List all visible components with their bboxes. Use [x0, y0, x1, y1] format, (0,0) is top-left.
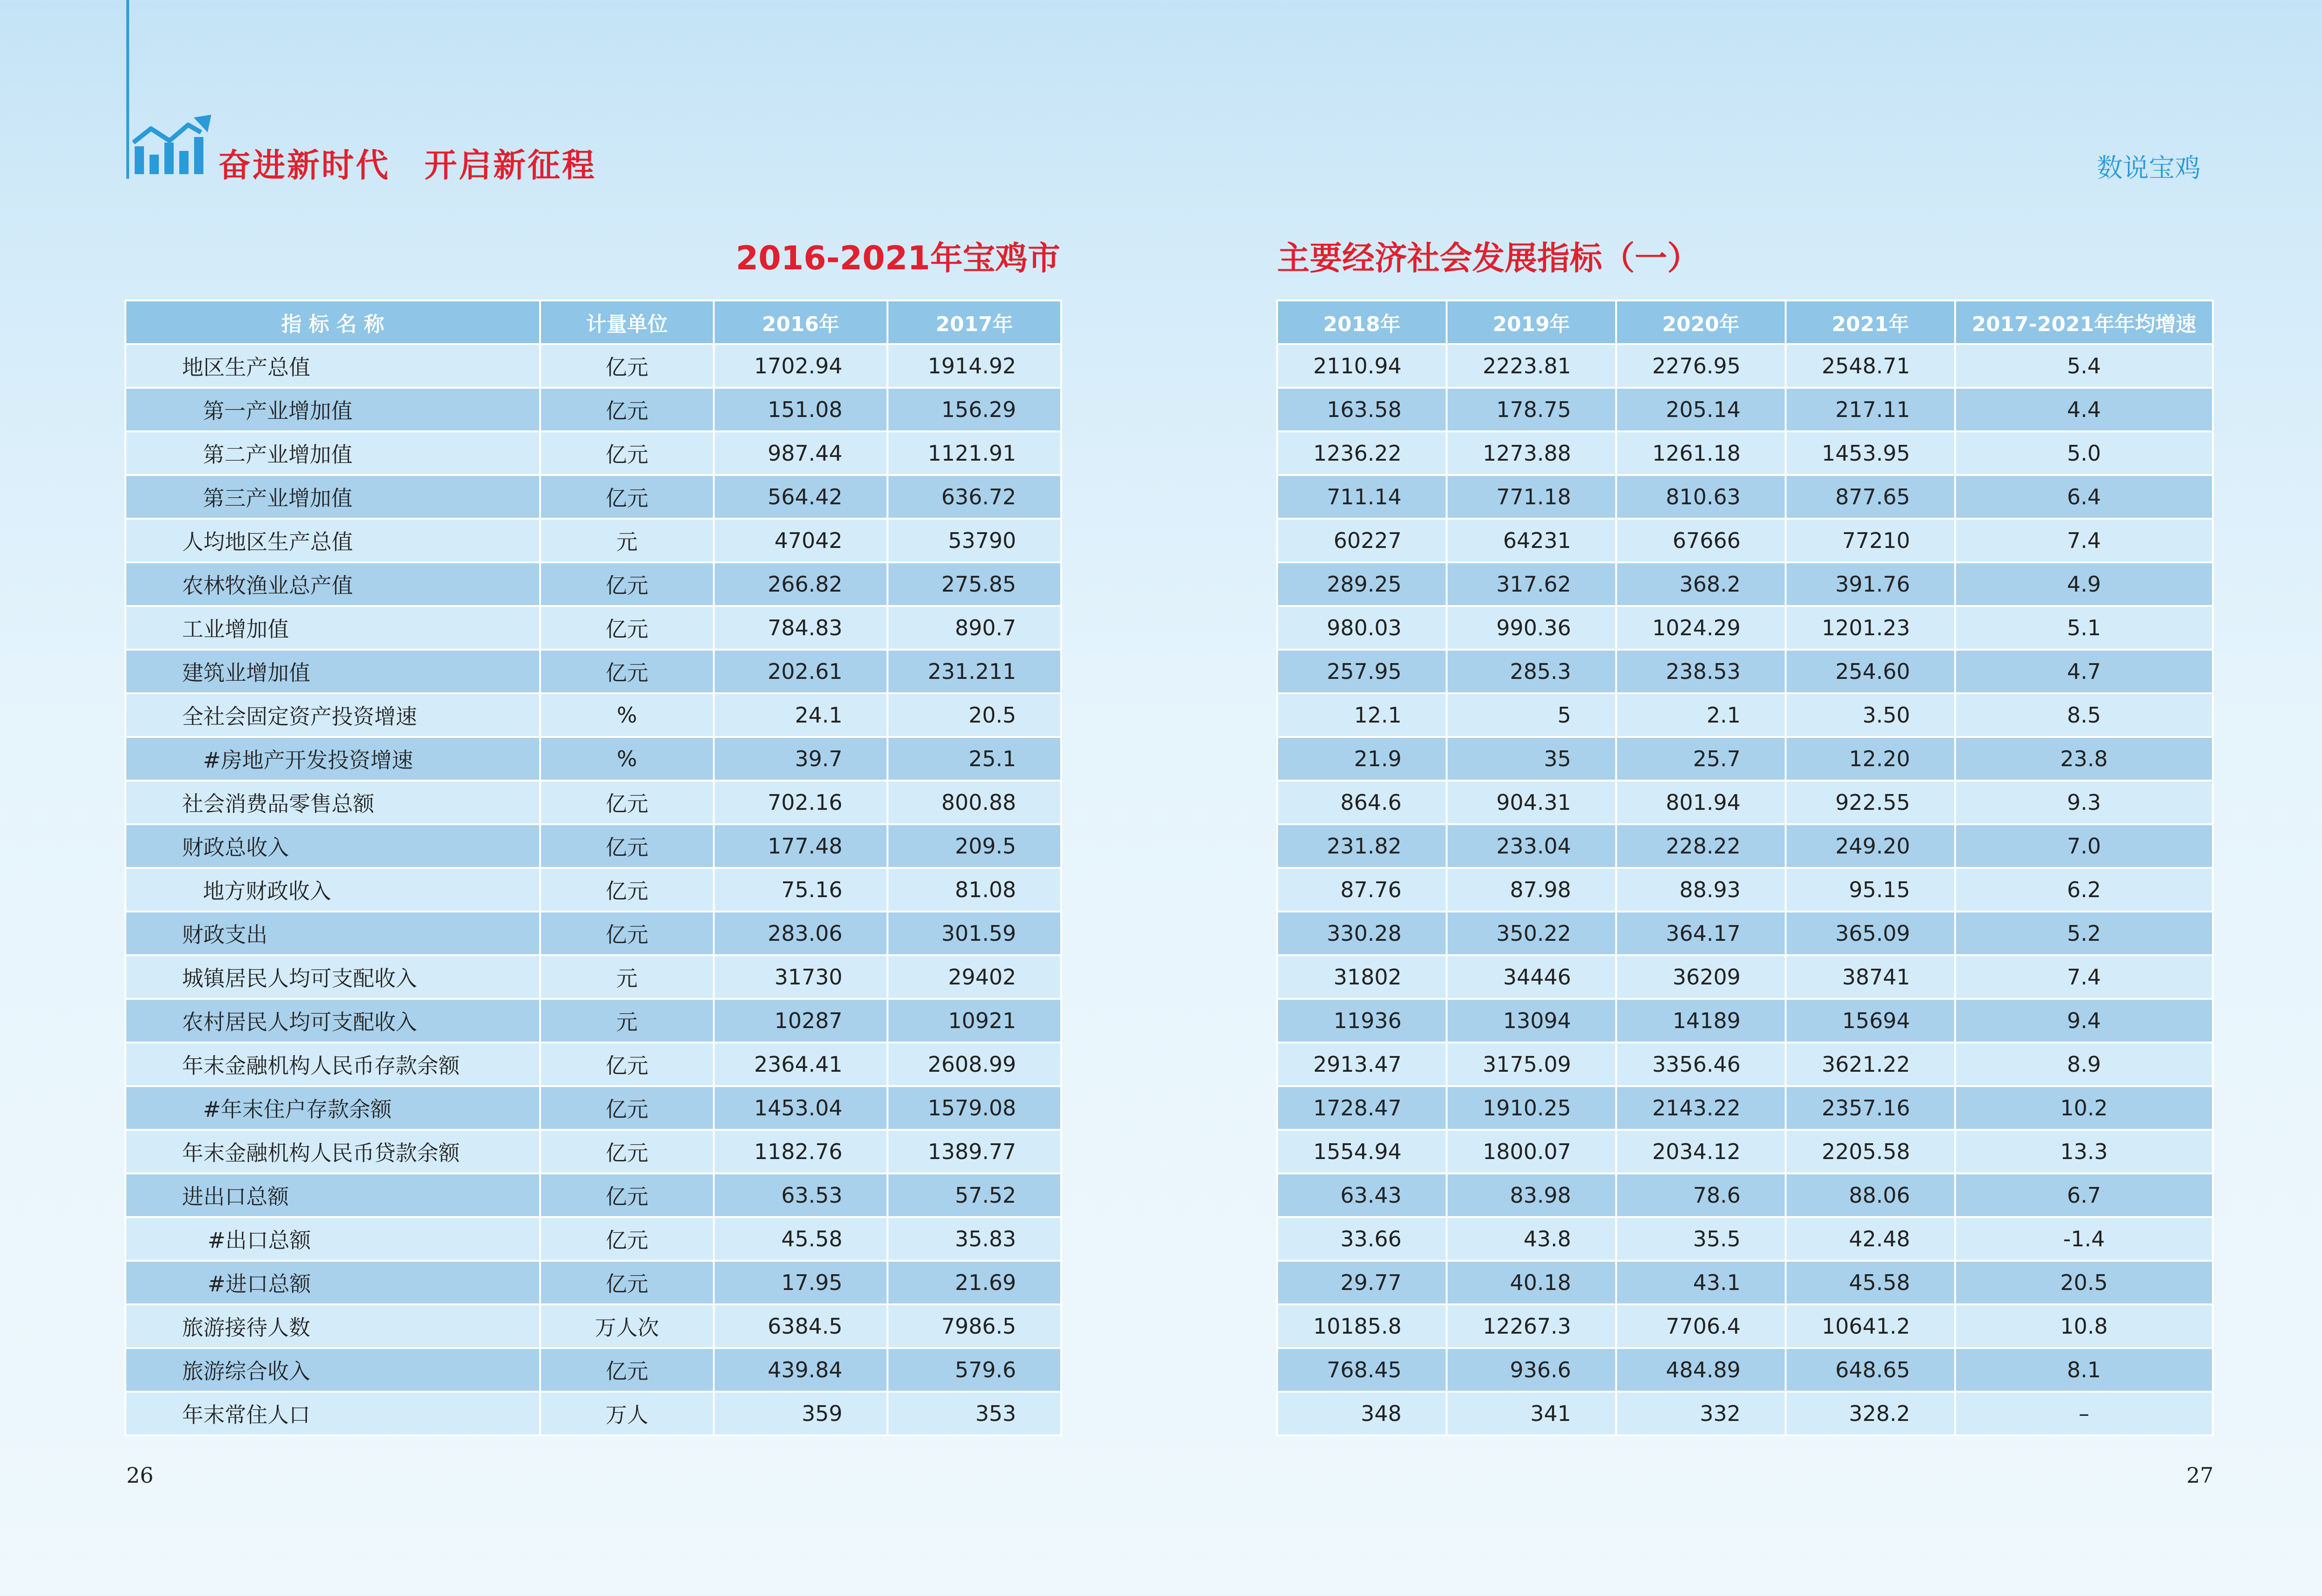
value-2018: 87.76: [1277, 868, 1447, 912]
value-2020: 35.5: [1616, 1217, 1786, 1261]
value-2021: 12.20: [1786, 737, 1955, 781]
indicator-name: 地方财政收入: [125, 868, 540, 912]
value-2017: 275.85: [887, 562, 1061, 606]
value-2016: 784.83: [714, 606, 887, 650]
indicator-name: 进出口总额: [125, 1173, 540, 1217]
indicator-name: 地区生产总值: [125, 344, 540, 388]
value-2017: 800.88: [887, 781, 1061, 824]
page-title-left: 2016-2021年宝鸡市: [736, 239, 1060, 277]
header-right-label: 数说宝鸡: [2097, 153, 2201, 183]
indicator-unit: 亿元: [540, 1042, 714, 1086]
table-row: [1277, 868, 2213, 912]
indicator-unit: 亿元: [540, 1261, 714, 1304]
avg-growth-value: 6.7: [1955, 1173, 2213, 1217]
value-2020: 2143.22: [1616, 1086, 1786, 1130]
table-row: [125, 475, 1061, 519]
value-2019: 83.98: [1447, 1173, 1616, 1217]
value-2019: 233.04: [1447, 824, 1616, 868]
table-row: [125, 693, 1061, 737]
value-2020: 7706.4: [1616, 1304, 1786, 1348]
indicator-name: 年末金融机构人民币贷款余额: [125, 1130, 540, 1173]
indicator-name: 财政支出: [125, 912, 540, 955]
value-2017: 353: [887, 1392, 1061, 1435]
table-row: [1277, 475, 2213, 519]
value-2019: 2223.81: [1447, 344, 1616, 388]
table-row: [1277, 693, 2213, 737]
avg-growth-value: 10.8: [1955, 1304, 2213, 1348]
value-2021: 365.09: [1786, 912, 1955, 955]
value-2016: 63.53: [714, 1173, 887, 1217]
value-2018: 257.95: [1277, 650, 1447, 693]
table-row: [125, 737, 1061, 781]
page-number-right: 27: [2186, 1463, 2214, 1488]
value-2016: 10287: [714, 999, 887, 1042]
table-header-row: [125, 300, 1061, 344]
indicator-unit: 元: [540, 999, 714, 1042]
indicator-name: 年末常住人口: [125, 1392, 540, 1435]
table-row: [125, 519, 1061, 562]
value-2021: 95.15: [1786, 868, 1955, 912]
avg-growth-value: 10.2: [1955, 1086, 2213, 1130]
value-2021: 15694: [1786, 999, 1955, 1042]
value-2017: 25.1: [887, 737, 1061, 781]
indicator-table-right: [1276, 300, 2214, 1436]
value-2019: 1910.25: [1447, 1086, 1616, 1130]
table-row: [1277, 1392, 2213, 1435]
table-row: [125, 1304, 1061, 1348]
column-header-name: 指 标 名 称: [125, 300, 540, 344]
avg-growth-value: 6.2: [1955, 868, 2213, 912]
avg-growth-value: 8.9: [1955, 1042, 2213, 1086]
avg-growth-value: 7.4: [1955, 955, 2213, 999]
avg-growth-value: -1.4: [1955, 1217, 2213, 1261]
value-2016: 31730: [714, 955, 887, 999]
avg-growth-value: 4.4: [1955, 388, 2213, 431]
table-row: [1277, 1304, 2213, 1348]
indicator-table-left: [124, 300, 1062, 1436]
indicator-unit: %: [540, 693, 714, 737]
value-2019: 34446: [1447, 955, 1616, 999]
value-2020: 43.1: [1616, 1261, 1786, 1304]
indicator-name: 财政总收入: [125, 824, 540, 868]
indicator-name: #房地产开发投资增速: [125, 737, 540, 781]
value-2018: 10185.8: [1277, 1304, 1447, 1348]
value-2017: 156.29: [887, 388, 1061, 431]
value-2018: 330.28: [1277, 912, 1447, 955]
indicator-unit: 亿元: [540, 1086, 714, 1130]
table-row: [125, 388, 1061, 431]
value-2020: 364.17: [1616, 912, 1786, 955]
value-2020: 1261.18: [1616, 431, 1786, 475]
value-2019: 1800.07: [1447, 1130, 1616, 1173]
avg-growth-value: 13.3: [1955, 1130, 2213, 1173]
indicator-name: 旅游接待人数: [125, 1304, 540, 1348]
table-row: [1277, 606, 2213, 650]
value-2018: 21.9: [1277, 737, 1447, 781]
table-row: [125, 1392, 1061, 1435]
value-2019: 64231: [1447, 519, 1616, 562]
table-row: [125, 431, 1061, 475]
value-2016: 24.1: [714, 693, 887, 737]
avg-growth-value: 8.1: [1955, 1348, 2213, 1392]
column-header-2018: 2018年: [1277, 300, 1447, 344]
value-2021: 249.20: [1786, 824, 1955, 868]
value-2018: 864.6: [1277, 781, 1447, 824]
value-2017: 2608.99: [887, 1042, 1061, 1086]
value-2020: 368.2: [1616, 562, 1786, 606]
indicator-name: 年末金融机构人民币存款余额: [125, 1042, 540, 1086]
value-2021: 42.48: [1786, 1217, 1955, 1261]
value-2018: 289.25: [1277, 562, 1447, 606]
column-header-2019: 2019年: [1447, 300, 1616, 344]
indicator-name: #进口总额: [125, 1261, 540, 1304]
avg-growth-value: 20.5: [1955, 1261, 2213, 1304]
value-2021: 877.65: [1786, 475, 1955, 519]
value-2018: 1554.94: [1277, 1130, 1447, 1173]
table-row: [125, 999, 1061, 1042]
value-2016: 987.44: [714, 431, 887, 475]
table-row: [1277, 1348, 2213, 1392]
value-2021: 1201.23: [1786, 606, 1955, 650]
value-2020: 2.1: [1616, 693, 1786, 737]
table-row: [125, 912, 1061, 955]
value-2018: 1236.22: [1277, 431, 1447, 475]
indicator-unit: 亿元: [540, 781, 714, 824]
value-2020: 25.7: [1616, 737, 1786, 781]
value-2016: 47042: [714, 519, 887, 562]
avg-growth-value: 5.1: [1955, 606, 2213, 650]
indicator-name: 全社会固定资产投资增速: [125, 693, 540, 737]
value-2018: 980.03: [1277, 606, 1447, 650]
value-2019: 12267.3: [1447, 1304, 1616, 1348]
table-row: [1277, 519, 2213, 562]
table-row: [125, 955, 1061, 999]
value-2021: 328.2: [1786, 1392, 1955, 1435]
indicator-name: 农村居民人均可支配收入: [125, 999, 540, 1042]
value-2018: 163.58: [1277, 388, 1447, 431]
indicator-name: #出口总额: [125, 1217, 540, 1261]
table-row: [1277, 562, 2213, 606]
table-row: [125, 781, 1061, 824]
value-2018: 63.43: [1277, 1173, 1447, 1217]
value-2021: 10641.2: [1786, 1304, 1955, 1348]
value-2016: 702.16: [714, 781, 887, 824]
table-row: [125, 1086, 1061, 1130]
value-2020: 88.93: [1616, 868, 1786, 912]
value-2018: 2110.94: [1277, 344, 1447, 388]
indicator-name: 第二产业增加值: [125, 431, 540, 475]
value-2016: 1453.04: [714, 1086, 887, 1130]
column-header-unit: 计量单位: [540, 300, 714, 344]
value-2016: 45.58: [714, 1217, 887, 1261]
value-2017: 35.83: [887, 1217, 1061, 1261]
value-2020: 332: [1616, 1392, 1786, 1435]
table-row: [125, 1348, 1061, 1392]
value-2018: 31802: [1277, 955, 1447, 999]
value-2016: 202.61: [714, 650, 887, 693]
value-2018: 348: [1277, 1392, 1447, 1435]
value-2018: 768.45: [1277, 1348, 1447, 1392]
indicator-unit: 万人次: [540, 1304, 714, 1348]
value-2019: 771.18: [1447, 475, 1616, 519]
value-2018: 231.82: [1277, 824, 1447, 868]
value-2017: 81.08: [887, 868, 1061, 912]
value-2020: 2034.12: [1616, 1130, 1786, 1173]
value-2016: 439.84: [714, 1348, 887, 1392]
table-row: [1277, 781, 2213, 824]
avg-growth-value: 4.9: [1955, 562, 2213, 606]
value-2021: 45.58: [1786, 1261, 1955, 1304]
table-row: [125, 650, 1061, 693]
value-2021: 391.76: [1786, 562, 1955, 606]
value-2019: 5: [1447, 693, 1616, 737]
value-2017: 53790: [887, 519, 1061, 562]
value-2020: 228.22: [1616, 824, 1786, 868]
value-2020: 78.6: [1616, 1173, 1786, 1217]
indicator-unit: 亿元: [540, 606, 714, 650]
avg-growth-value: 5.4: [1955, 344, 2213, 388]
value-2020: 801.94: [1616, 781, 1786, 824]
column-header-2020: 2020年: [1616, 300, 1786, 344]
value-2016: 75.16: [714, 868, 887, 912]
table-row: [1277, 344, 2213, 388]
value-2016: 266.82: [714, 562, 887, 606]
value-2021: 1453.95: [1786, 431, 1955, 475]
indicator-unit: 亿元: [540, 824, 714, 868]
indicator-unit: 亿元: [540, 475, 714, 519]
value-2020: 1024.29: [1616, 606, 1786, 650]
table-row: [125, 1042, 1061, 1086]
indicator-unit: 亿元: [540, 650, 714, 693]
value-2019: 40.18: [1447, 1261, 1616, 1304]
value-2020: 238.53: [1616, 650, 1786, 693]
table-row: [1277, 1217, 2213, 1261]
value-2021: 2357.16: [1786, 1086, 1955, 1130]
value-2021: 217.11: [1786, 388, 1955, 431]
value-2021: 922.55: [1786, 781, 1955, 824]
column-header-2021: 2021年: [1786, 300, 1955, 344]
table-row: [1277, 1130, 2213, 1173]
avg-growth-value: 5.2: [1955, 912, 2213, 955]
column-header-2017: 2017年: [887, 300, 1061, 344]
avg-growth-value: 9.4: [1955, 999, 2213, 1042]
table-row: [1277, 388, 2213, 431]
table-row: [1277, 737, 2213, 781]
value-2021: 3621.22: [1786, 1042, 1955, 1086]
column-header-avg-growth: 2017-2021年年均增速: [1955, 300, 2213, 344]
value-2017: 1389.77: [887, 1130, 1061, 1173]
indicator-name: 农林牧渔业总产值: [125, 562, 540, 606]
value-2019: 285.3: [1447, 650, 1616, 693]
indicator-unit: 亿元: [540, 431, 714, 475]
rising-chart-logo-icon: [132, 114, 214, 176]
value-2019: 3175.09: [1447, 1042, 1616, 1086]
table-row: [1277, 999, 2213, 1042]
value-2018: 60227: [1277, 519, 1447, 562]
value-2020: 484.89: [1616, 1348, 1786, 1392]
indicator-name: 城镇居民人均可支配收入: [125, 955, 540, 999]
value-2019: 43.8: [1447, 1217, 1616, 1261]
value-2018: 711.14: [1277, 475, 1447, 519]
value-2020: 3356.46: [1616, 1042, 1786, 1086]
table-row: [125, 824, 1061, 868]
value-2017: 1914.92: [887, 344, 1061, 388]
value-2019: 936.6: [1447, 1348, 1616, 1392]
value-2016: 6384.5: [714, 1304, 887, 1348]
value-2017: 231.211: [887, 650, 1061, 693]
table-row: [125, 562, 1061, 606]
value-2017: 209.5: [887, 824, 1061, 868]
value-2020: 14189: [1616, 999, 1786, 1042]
avg-growth-value: 7.0: [1955, 824, 2213, 868]
value-2017: 1579.08: [887, 1086, 1061, 1130]
value-2019: 990.36: [1447, 606, 1616, 650]
value-2021: 648.65: [1786, 1348, 1955, 1392]
indicator-unit: 亿元: [540, 1348, 714, 1392]
value-2019: 178.75: [1447, 388, 1616, 431]
header-title: 奋进新时代 开启新征程: [218, 146, 596, 184]
value-2021: 2205.58: [1786, 1130, 1955, 1173]
indicator-name: 第三产业增加值: [125, 475, 540, 519]
value-2017: 21.69: [887, 1261, 1061, 1304]
value-2018: 12.1: [1277, 693, 1447, 737]
avg-growth-value: –: [1955, 1392, 2213, 1435]
indicator-unit: 亿元: [540, 1173, 714, 1217]
value-2020: 205.14: [1616, 388, 1786, 431]
value-2017: 890.7: [887, 606, 1061, 650]
value-2019: 13094: [1447, 999, 1616, 1042]
value-2018: 2913.47: [1277, 1042, 1447, 1086]
value-2016: 177.48: [714, 824, 887, 868]
value-2017: 10921: [887, 999, 1061, 1042]
indicator-unit: 元: [540, 519, 714, 562]
value-2019: 35: [1447, 737, 1616, 781]
header-accent-line: [126, 0, 129, 179]
value-2019: 904.31: [1447, 781, 1616, 824]
value-2017: 29402: [887, 955, 1061, 999]
indicator-unit: 亿元: [540, 1217, 714, 1261]
table-row: [125, 1130, 1061, 1173]
indicator-name: #年末住户存款余额: [125, 1086, 540, 1130]
value-2021: 3.50: [1786, 693, 1955, 737]
indicator-unit: 亿元: [540, 912, 714, 955]
value-2017: 20.5: [887, 693, 1061, 737]
table-row: [125, 1217, 1061, 1261]
table-row: [125, 606, 1061, 650]
value-2016: 283.06: [714, 912, 887, 955]
value-2017: 1121.91: [887, 431, 1061, 475]
value-2018: 33.66: [1277, 1217, 1447, 1261]
indicator-unit: 亿元: [540, 388, 714, 431]
indicator-name: 社会消费品零售总额: [125, 781, 540, 824]
indicator-name: 建筑业增加值: [125, 650, 540, 693]
value-2016: 151.08: [714, 388, 887, 431]
value-2018: 11936: [1277, 999, 1447, 1042]
value-2020: 810.63: [1616, 475, 1786, 519]
value-2021: 2548.71: [1786, 344, 1955, 388]
indicator-name: 旅游综合收入: [125, 1348, 540, 1392]
value-2017: 301.59: [887, 912, 1061, 955]
avg-growth-value: 23.8: [1955, 737, 2213, 781]
indicator-unit: 亿元: [540, 344, 714, 388]
value-2017: 579.6: [887, 1348, 1061, 1392]
value-2019: 317.62: [1447, 562, 1616, 606]
value-2019: 1273.88: [1447, 431, 1616, 475]
indicator-unit: 元: [540, 955, 714, 999]
page-title-right: 主要经济社会发展指标（一）: [1277, 239, 1700, 277]
indicator-name: 人均地区生产总值: [125, 519, 540, 562]
avg-growth-value: 4.7: [1955, 650, 2213, 693]
table-row: [1277, 824, 2213, 868]
table-row: [1277, 1042, 2213, 1086]
avg-growth-value: 5.0: [1955, 431, 2213, 475]
table-row: [1277, 650, 2213, 693]
value-2021: 254.60: [1786, 650, 1955, 693]
table-row: [1277, 912, 2213, 955]
table-row: [125, 868, 1061, 912]
indicator-unit: 亿元: [540, 562, 714, 606]
value-2020: 2276.95: [1616, 344, 1786, 388]
value-2016: 39.7: [714, 737, 887, 781]
indicator-unit: 亿元: [540, 868, 714, 912]
table-row: [1277, 955, 2213, 999]
value-2018: 1728.47: [1277, 1086, 1447, 1130]
value-2016: 564.42: [714, 475, 887, 519]
value-2019: 87.98: [1447, 868, 1616, 912]
page-number-left: 26: [126, 1463, 154, 1488]
table-row: [1277, 1086, 2213, 1130]
value-2019: 341: [1447, 1392, 1616, 1435]
table-row: [125, 1261, 1061, 1304]
value-2017: 636.72: [887, 475, 1061, 519]
value-2021: 88.06: [1786, 1173, 1955, 1217]
indicator-unit: %: [540, 737, 714, 781]
table-row: [1277, 431, 2213, 475]
table-row: [125, 344, 1061, 388]
table-row: [1277, 1261, 2213, 1304]
value-2017: 7986.5: [887, 1304, 1061, 1348]
value-2018: 29.77: [1277, 1261, 1447, 1304]
value-2016: 359: [714, 1392, 887, 1435]
avg-growth-value: 8.5: [1955, 693, 2213, 737]
table-row: [1277, 1173, 2213, 1217]
avg-growth-value: 7.4: [1955, 519, 2213, 562]
value-2016: 1182.76: [714, 1130, 887, 1173]
column-header-2016: 2016年: [714, 300, 887, 344]
value-2021: 77210: [1786, 519, 1955, 562]
value-2019: 350.22: [1447, 912, 1616, 955]
indicator-unit: 亿元: [540, 1130, 714, 1173]
value-2021: 38741: [1786, 955, 1955, 999]
value-2020: 36209: [1616, 955, 1786, 999]
value-2016: 2364.41: [714, 1042, 887, 1086]
value-2016: 1702.94: [714, 344, 887, 388]
indicator-unit: 万人: [540, 1392, 714, 1435]
table-header-row: [1277, 300, 2213, 344]
avg-growth-value: 6.4: [1955, 475, 2213, 519]
value-2017: 57.52: [887, 1173, 1061, 1217]
value-2020: 67666: [1616, 519, 1786, 562]
avg-growth-value: 9.3: [1955, 781, 2213, 824]
value-2016: 17.95: [714, 1261, 887, 1304]
indicator-name: 工业增加值: [125, 606, 540, 650]
table-row: [125, 1173, 1061, 1217]
indicator-name: 第一产业增加值: [125, 388, 540, 431]
